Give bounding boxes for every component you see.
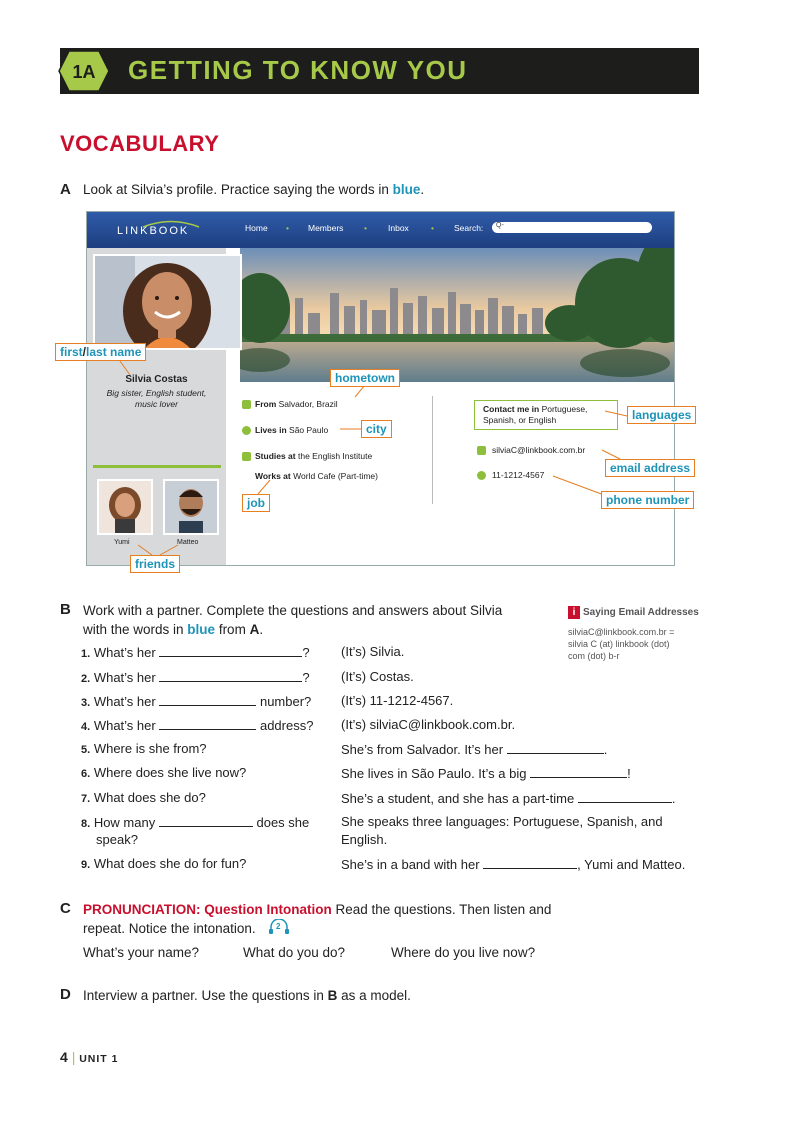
question-row-9: 9. What does she do for fun? [81, 856, 247, 871]
pronunciation-question-3: Where do you live now? [391, 945, 536, 960]
section-a-instructions: Look at Silvia’s profile. Practice saying the words in blue. [83, 182, 425, 197]
answer-blank[interactable] [159, 717, 256, 730]
audio-track-icon[interactable] [268, 919, 290, 935]
friend-name-yumi: Yumi [114, 539, 130, 546]
lesson-title: GETTING TO KNOW YOU [128, 55, 468, 85]
profile-studies: Studies at the English Institute [255, 451, 373, 461]
answer-blank[interactable] [530, 765, 627, 778]
section-c-instructions-line1: PRONUNCIATION: Question Intonation Read the questions. Then listen and [83, 902, 552, 917]
profile-contact-languages: Contact me in Portuguese, Spanish, or English [474, 400, 618, 430]
profile-phone: 11-1212-4567 [492, 470, 545, 480]
answer-row-9: She’s in a band with her , Yumi and Matteo. [341, 857, 686, 872]
label-phone-number: phone number [601, 491, 694, 509]
nav-dot: • [364, 223, 367, 233]
question-row-5: 5. Where is she from? [81, 741, 207, 756]
section-c-letter: C [60, 900, 71, 917]
answer-blank[interactable] [159, 669, 302, 682]
answer-row-1: (It’s) Silvia. [341, 644, 405, 659]
answer-row-8: She speaks three languages: Portuguese, Spanish, and [341, 814, 663, 829]
linkbook-logo: LINKBOOK [117, 225, 190, 237]
label-friends: friends [130, 555, 180, 573]
page-number: 4 [60, 1049, 68, 1065]
audio-track-number: 2 [276, 922, 281, 931]
section-title: VOCABULARY [60, 131, 220, 156]
label-job: job [242, 494, 270, 512]
nav-dot: • [286, 223, 289, 233]
question-row-3: 3. What’s her number? [81, 694, 312, 709]
info-icon: i [568, 606, 580, 619]
question-row-6: 6. Where does she live now? [81, 765, 247, 780]
profile-works: Works at World Cafe (Part-time) [255, 471, 378, 481]
search-placeholder: Q- [496, 222, 504, 229]
answer-blank[interactable] [159, 814, 253, 827]
label-email-address: email address [605, 459, 695, 477]
answer-row-4: (It’s) silviaC@linkbook.com.br. [341, 717, 516, 732]
label-first-last-name: first/last name [55, 343, 146, 361]
profile-bio: Big sister, English student, music lover [106, 388, 207, 409]
pronunciation-question-1: What’s your name? [83, 945, 200, 960]
answer-blank[interactable] [507, 741, 604, 754]
section-d-letter: D [60, 986, 71, 1003]
nav-inbox[interactable]: Inbox [388, 223, 409, 233]
label-city: city [361, 420, 392, 438]
answer-row-2: (It’s) Costas. [341, 669, 414, 684]
section-d-instructions: Interview a partner. Use the questions in B as a model. [83, 988, 411, 1003]
section-b-instructions-line2: with the words in blue from A. [83, 622, 264, 637]
section-a-letter: A [60, 181, 71, 198]
answer-row-7: She’s a student, and she has a part-time . [341, 791, 676, 806]
answer-blank[interactable] [159, 693, 256, 706]
answer-blank[interactable] [483, 856, 577, 869]
profile-lives: Lives in São Paulo [255, 425, 329, 435]
nav-dot: • [431, 223, 434, 233]
section-c-instructions-line2: repeat. Notice the intonation. [83, 921, 256, 936]
label-languages: languages [627, 406, 696, 424]
page-footer: 4 | UNIT 1 [60, 1049, 119, 1065]
label-hometown: hometown [330, 369, 400, 387]
section-b-instructions-line1: Work with a partner. Complete the questions and answers about Silvia [83, 603, 503, 618]
profile-email: silviaC@linkbook.com.br [492, 445, 586, 455]
profile-name: Silvia Costas [125, 374, 188, 385]
unit-label: UNIT 1 [79, 1053, 119, 1065]
answer-row-6: She lives in São Paulo. It’s a big ! [341, 766, 631, 781]
note-body: silviaC@linkbook.com.br = silvia C (at) linkbook (dot) com (dot) b-r [568, 627, 675, 661]
profile-from: From Salvador, Brazil [255, 399, 338, 409]
question-row-2: 2. What’s her ? [81, 670, 310, 685]
section-b-letter: B [60, 601, 71, 618]
question-row-4: 4. What’s her address? [81, 718, 314, 733]
question-row-8: 8. How many does she [81, 815, 310, 830]
question-row-1: 1. What’s her ? [81, 645, 310, 660]
answer-blank[interactable] [159, 644, 302, 657]
pronunciation-question-2: What do you do? [243, 945, 346, 960]
question-row-7: 7. What does she do? [81, 790, 206, 805]
nav-home[interactable]: Home [245, 223, 268, 233]
answer-row-3: (It’s) 11-1212-4567. [341, 693, 454, 708]
friend-name-matteo: Matteo [177, 539, 199, 546]
note-title: Saying Email Addresses [583, 607, 699, 618]
answer-row-8-cont: English. [341, 832, 388, 847]
lesson-badge-text: 1A [72, 62, 96, 82]
answer-row-5: She’s from Salvador. It’s her . [341, 742, 608, 757]
question-row-8-cont: speak? [96, 832, 138, 847]
answer-blank[interactable] [578, 790, 672, 803]
nav-search-label: Search: [454, 223, 484, 233]
nav-members[interactable]: Members [308, 223, 344, 233]
